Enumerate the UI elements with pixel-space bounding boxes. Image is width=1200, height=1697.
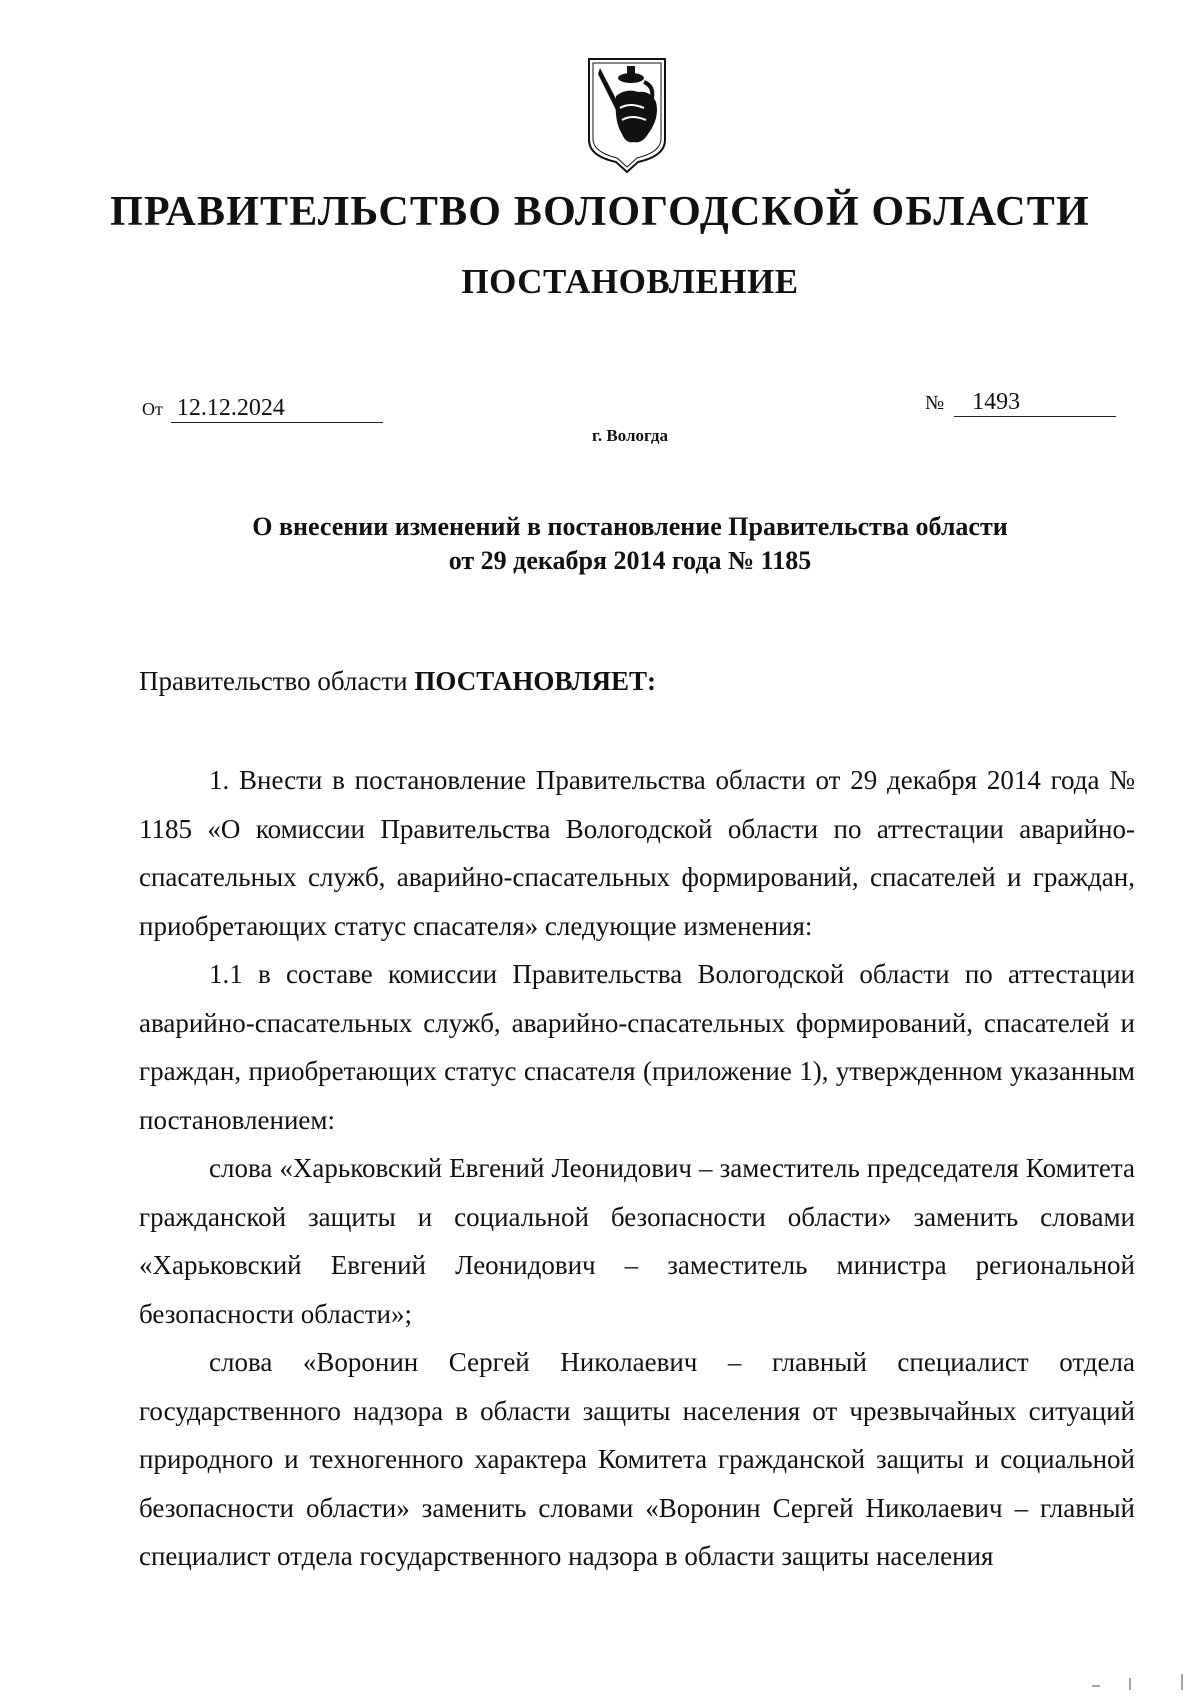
body-paragraph: слова «Харьковский Евгений Леонидович – заместитель председателя Комитета гражданской защиты и социальной безопасности области» заменить словами «Харьковский Евгений Леонидович – заместитель министра региональной безопасности области»;: [139, 1153, 1135, 1329]
scan-edge-marks: [1090, 1672, 1190, 1692]
document-body: [139, 756, 1135, 1581]
number-field: [925, 388, 1116, 417]
body-paragraph: 1.1 в составе комиссии Правительства Вологодской области по аттестации аварийно-спасательных служб, аварийно-спасательных формирований, спасателей и граждан, приобретающих статус спасателя (приложение 1), утвержденном указанным постановлением:: [139, 959, 1135, 1135]
subject-line-1: О внесении изменений в постановление Правительства области: [252, 512, 1008, 541]
government-title: ПРАВИТЕЛЬСТВО ВОЛОГОДСКОЙ ОБЛАСТИ: [110, 189, 1090, 235]
preamble-text: Правительство области: [139, 666, 415, 696]
body-paragraph: 1. Внести в постановление Правительства области от 29 декабря 2014 года № 1185 «О комиссии Правительства Вологодской области по аттестации аварийно-спасательных служб, аварийно-спасательных формирований, спасателей и граждан, приобретающих статус спасателя» следующие изменения:: [139, 765, 1135, 941]
preamble-keyword: ПОСТАНОВЛЯЕТ:: [414, 666, 656, 696]
document-subject: [150, 510, 1110, 578]
coat-of-arms-icon: [586, 56, 668, 174]
city-label: г. Вологда: [592, 426, 668, 445]
date-field: [142, 394, 383, 423]
number-value: 1493: [954, 388, 1116, 417]
body-paragraph: слова «Воронин Сергей Николаевич – главный специалист отдела государственного надзора в области защиты населения от чрезвычайных ситуаций природного и техногенного характера Комитета гражданской защиты и социальной безопасности области» заменить словами «Воронин Сергей Николаевич – главный специалист отдела государственного надзора в области защиты населения: [139, 1347, 1135, 1571]
preamble: [139, 666, 656, 697]
date-prefix: От: [142, 399, 163, 419]
subject-line-2: от 29 декабря 2014 года № 1185: [448, 546, 812, 575]
date-value: 12.12.2024: [171, 394, 383, 423]
number-prefix: №: [925, 392, 945, 414]
document-type-title: ПОСТАНОВЛЕНИЕ: [461, 262, 799, 301]
